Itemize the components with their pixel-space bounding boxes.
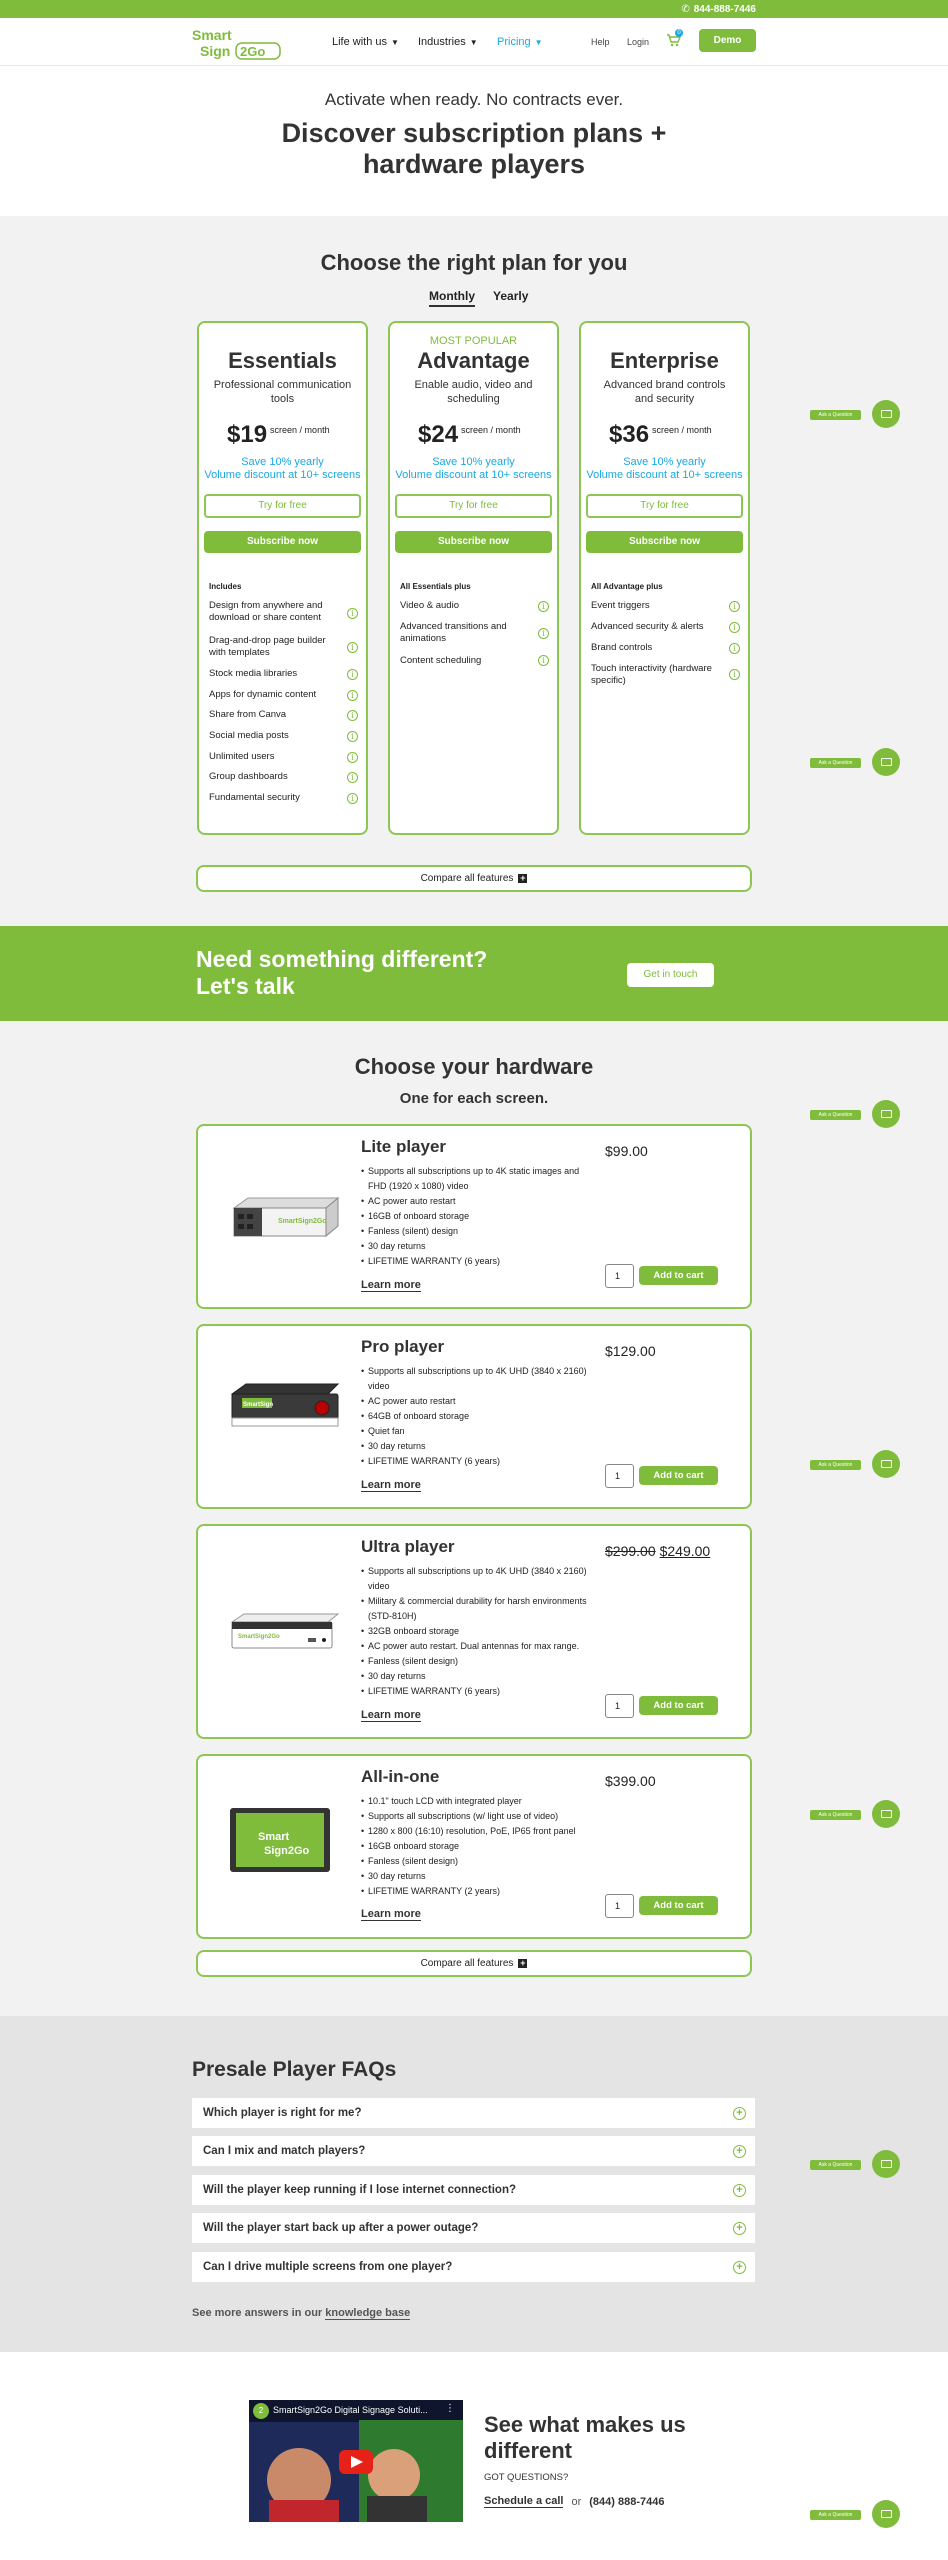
add-to-cart-button[interactable]: Add to cart [639, 1266, 718, 1285]
feature-item: Group dashboards [209, 771, 288, 782]
info-icon[interactable]: i [538, 628, 549, 639]
help-link[interactable]: Help [591, 37, 610, 47]
includes-label: All Essentials plus [400, 582, 471, 591]
logo[interactable] [192, 26, 284, 60]
hero-subtitle: Activate when ready. No contracts ever. [324, 90, 624, 109]
plans-title: Choose the right plan for you [320, 250, 628, 275]
original-price: $299.00 [605, 1543, 656, 1559]
info-icon[interactable]: i [347, 752, 358, 763]
plan-card-enterprise [579, 321, 750, 835]
svg-text:SmartSign: SmartSign [243, 1402, 274, 1408]
nav-industries[interactable]: Industries ▼ [418, 36, 478, 48]
plus-icon: + [520, 1958, 526, 1968]
feature-item: Share from Canva [209, 709, 287, 720]
svg-text:Smart: Smart [258, 1831, 290, 1843]
plus-circle-icon: + [733, 2145, 746, 2158]
product-name: Ultra player [361, 1537, 455, 1556]
nav-life-with-us[interactable]: Life with us ▼ [332, 36, 399, 48]
compare-hardware-button[interactable]: Compare all features + [196, 1950, 752, 1977]
ask-question-widget[interactable]: Ask a Question [810, 1800, 872, 1830]
faq-title: Presale Player FAQs [192, 2058, 397, 2081]
feature-item: Design from anywhere and download or share content [209, 600, 323, 623]
cta-banner [0, 926, 948, 1021]
plan-savings: Save 10% yearly Volume discount at 10+ screens [204, 456, 361, 481]
demo-button[interactable]: Demo [699, 29, 756, 52]
phone-icon: ✆ [681, 3, 690, 15]
product-price: $99.00 [605, 1143, 648, 1159]
login-link[interactable]: Login [627, 37, 650, 47]
faq-item[interactable]: Can I drive multiple screens from one player? + [192, 2252, 755, 2282]
plan-price: $19 screen / month [227, 421, 330, 448]
faq-item[interactable]: Which player is right for me? + [192, 2098, 755, 2128]
product-card-ultra [196, 1524, 752, 1739]
product-features: • Supports all subscriptions up to 4K static images and FHD (1920 x 1080) video • AC power auto restart • 16GB of onboard storage • Fanless (silent) design • 30 day returns • LIFETIME WARRANTY (6 years) [361, 1164, 591, 1269]
try-free-button[interactable]: Try for free [204, 494, 361, 518]
ultra-player-image[interactable] [228, 1612, 342, 1657]
ask-question-widget[interactable]: Ask a Question [810, 748, 872, 778]
header [0, 18, 948, 66]
plan-name: Advantage [417, 348, 530, 373]
product-card-lite [196, 1124, 752, 1309]
feature-item: Unlimited users [209, 751, 275, 762]
plan-desc: Advanced brand controls and security [603, 379, 726, 405]
billing-toggle [429, 289, 528, 307]
channel-avatar: 2 [253, 2403, 269, 2419]
product-name: All-in-one [361, 1767, 440, 1786]
lite-player-image[interactable] [228, 1196, 340, 1245]
product-price: $129.00 [605, 1343, 656, 1359]
chevron-down-icon: ▼ [469, 37, 478, 47]
info-icon[interactable]: i [347, 710, 358, 721]
plan-name: Essentials [228, 348, 337, 373]
get-in-touch-button[interactable]: Get in touch [627, 963, 714, 987]
faq-item[interactable]: Will the player start back up after a power outage? + [192, 2213, 755, 2243]
plan-card-essentials [197, 321, 368, 835]
hardware-title: Choose your hardware [354, 1054, 594, 1079]
quantity-input[interactable]: 1 [605, 1894, 634, 1918]
feature-item: Content scheduling [400, 655, 482, 666]
envelope-icon[interactable] [872, 2150, 900, 2178]
faq-item[interactable]: Can I mix and match players? + [192, 2136, 755, 2166]
product-name: Lite player [361, 1137, 447, 1156]
contact-row: Schedule a call or (844) 888-7446 [484, 2495, 665, 2508]
product-features: • Supports all subscriptions up to 4K UHD (3840 x 2160) video • Military & commercial durability for harsh environments (STD-810H) • 32GB onboard storage • AC power auto restart. Dual antennas for max range. • Fanless (silent design) • 30 day returns • LIFETIME WARRANTY (6 years) [361, 1564, 591, 1699]
sale-price: $249.00 [659, 1543, 711, 1559]
feature-item: Touch interactivity (hardware specific) [591, 663, 712, 686]
info-icon[interactable]: i [538, 655, 549, 666]
info-icon[interactable]: i [729, 669, 740, 680]
plan-savings: Save 10% yearly Volume discount at 10+ screens [395, 456, 552, 481]
chevron-down-icon: ▼ [534, 37, 543, 47]
product-name: Pro player [361, 1337, 445, 1356]
subscribe-button[interactable]: Subscribe now [204, 531, 361, 553]
learn-more-link[interactable]: Learn more [361, 1908, 421, 1920]
video-title: SmartSign2Go Digital Signage Soluti... [273, 2405, 428, 2415]
bottom-phone[interactable]: (844) 888-7446 [589, 2495, 665, 2508]
product-features: • Supports all subscriptions up to 4K UHD (3840 x 2160) video • AC power auto restart • 64GB of onboard storage • Quiet fan • 30 day returns • LIFETIME WARRANTY (6 years) [361, 1364, 591, 1469]
toggle-monthly[interactable]: Monthly [429, 289, 475, 307]
plus-icon: + [520, 873, 526, 883]
feature-item: Drag-and-drop page builder with templates [209, 635, 326, 658]
ask-question-widget[interactable]: Ask a Question [810, 1100, 872, 1130]
plan-savings: Save 10% yearly Volume discount at 10+ screens [586, 456, 743, 481]
product-card-all-in-one [196, 1754, 752, 1939]
got-questions: GOT QUESTIONS? [484, 2472, 569, 2483]
most-popular-badge: MOST POPULAR [429, 335, 518, 347]
svg-text:SmartSign2Go: SmartSign2Go [238, 1634, 280, 1640]
ask-question-widget[interactable]: Ask a Question [810, 1450, 872, 1480]
info-icon[interactable]: i [347, 642, 358, 653]
info-icon[interactable]: i [347, 690, 358, 701]
info-icon[interactable]: i [729, 601, 740, 612]
toggle-yearly[interactable]: Yearly [493, 289, 529, 303]
product-price [605, 1543, 710, 1559]
envelope-icon[interactable] [872, 1450, 900, 1478]
knowledge-base-link[interactable]: knowledge base [325, 2307, 411, 2319]
product-features: • 10.1" touch LCD with integrated player • Supports all subscriptions (w/ light use of video) • 1280 x 800 (16:10) resolution, PoE, IP65 front panel • 16GB onboard storage • Fanless (silent design) • 30 day returns • LIFETIME WARRANTY (2 years) [361, 1794, 591, 1899]
ask-question-widget[interactable]: Ask a Question [810, 400, 872, 430]
hero-title: Discover subscription plans + hardware players [281, 118, 667, 179]
learn-more-link[interactable]: Learn more [361, 1279, 421, 1291]
quantity-input[interactable]: 1 [605, 1694, 634, 1718]
info-icon[interactable]: i [347, 772, 358, 783]
product-price: $399.00 [605, 1773, 656, 1789]
info-icon[interactable]: i [347, 608, 358, 619]
compare-plans-button[interactable]: Compare all features + [196, 865, 752, 892]
quantity-input[interactable]: 1 [605, 1464, 634, 1488]
cart-count: 0 [675, 29, 683, 37]
subscribe-button[interactable]: Subscribe now [395, 531, 552, 553]
bottom-title: See what makes us different [484, 2412, 686, 2463]
info-icon[interactable]: i [538, 601, 549, 612]
feature-item: Video & audio [400, 600, 459, 611]
info-icon[interactable]: i [347, 793, 358, 804]
envelope-icon[interactable] [872, 400, 900, 428]
feature-item: Fundamental security [209, 792, 300, 803]
hardware-subtitle: One for each screen. [399, 1090, 549, 1107]
top-bar [0, 0, 948, 18]
plan-card-advantage [388, 321, 559, 835]
nav-pricing[interactable]: Pricing ▼ [497, 36, 543, 48]
learn-more-link[interactable]: Learn more [361, 1709, 421, 1721]
plus-circle-icon: + [733, 2222, 746, 2235]
faq-item[interactable]: Will the player keep running if I lose internet connection? + [192, 2175, 755, 2205]
plan-desc: Professional communication tools [213, 379, 352, 405]
learn-more-link[interactable]: Learn more [361, 1479, 421, 1491]
envelope-icon[interactable] [872, 1800, 900, 1828]
try-free-button[interactable]: Try for free [586, 494, 743, 518]
plus-circle-icon: + [733, 2184, 746, 2197]
feature-item: Apps for dynamic content [209, 689, 317, 700]
see-more-text: See more answers in our knowledge base [192, 2307, 411, 2319]
schedule-call-link[interactable]: Schedule a call [484, 2495, 564, 2507]
chevron-down-icon: ▼ [391, 37, 399, 47]
plan-price: $36 screen / month [609, 421, 712, 448]
feature-item: Advanced transitions and animations [400, 621, 507, 644]
cta-title: Need something different? Let's talk [196, 946, 488, 999]
plus-circle-icon: + [733, 2107, 746, 2120]
top-phone[interactable]: 844-888-7446 [693, 3, 756, 15]
try-free-button[interactable]: Try for free [395, 494, 552, 518]
ask-question-widget[interactable]: Ask a Question [810, 2150, 872, 2180]
feature-item: Stock media libraries [209, 668, 298, 679]
includes-label: All Advantage plus [591, 582, 663, 591]
plan-name: Enterprise [610, 348, 719, 373]
cart-icon[interactable] [666, 32, 682, 48]
quantity-input[interactable]: 1 [605, 1264, 634, 1288]
svg-text:Sign2Go: Sign2Go [264, 1845, 310, 1857]
plus-circle-icon: + [733, 2261, 746, 2274]
includes-label: Includes [209, 582, 242, 591]
feature-item: Event triggers [591, 600, 650, 611]
feature-item: Social media posts [209, 730, 289, 741]
add-to-cart-button[interactable]: Add to cart [639, 1466, 718, 1485]
feature-item: Advanced security & alerts [591, 621, 704, 632]
add-to-cart-button[interactable]: Add to cart [639, 1696, 718, 1715]
plan-price: $24 screen / month [418, 421, 521, 448]
subscribe-button[interactable]: Subscribe now [586, 531, 743, 553]
envelope-icon[interactable] [872, 748, 900, 776]
all-in-one-image[interactable] [228, 1806, 334, 1881]
envelope-icon[interactable] [872, 2500, 900, 2528]
info-icon[interactable]: i [347, 669, 358, 680]
more-icon[interactable]: ⋮ [445, 2403, 455, 2414]
feature-item: Brand controls [591, 642, 653, 653]
info-icon[interactable]: i [347, 731, 358, 742]
svg-text:Sign: Sign [200, 43, 231, 59]
svg-text:2Go: 2Go [240, 44, 266, 59]
envelope-icon[interactable] [872, 1100, 900, 1128]
product-card-pro [196, 1324, 752, 1509]
pro-player-image[interactable] [228, 1382, 342, 1435]
ask-question-widget[interactable]: Ask a Question [810, 2500, 872, 2530]
add-to-cart-button[interactable]: Add to cart [639, 1896, 718, 1915]
svg-text:SmartSign2Go: SmartSign2Go [278, 1218, 327, 1225]
info-icon[interactable]: i [729, 622, 740, 633]
info-icon[interactable]: i [729, 643, 740, 654]
plan-desc: Enable audio, video and scheduling [414, 379, 533, 405]
video-embed[interactable] [249, 2400, 463, 2522]
svg-text:Smart: Smart [192, 27, 232, 43]
